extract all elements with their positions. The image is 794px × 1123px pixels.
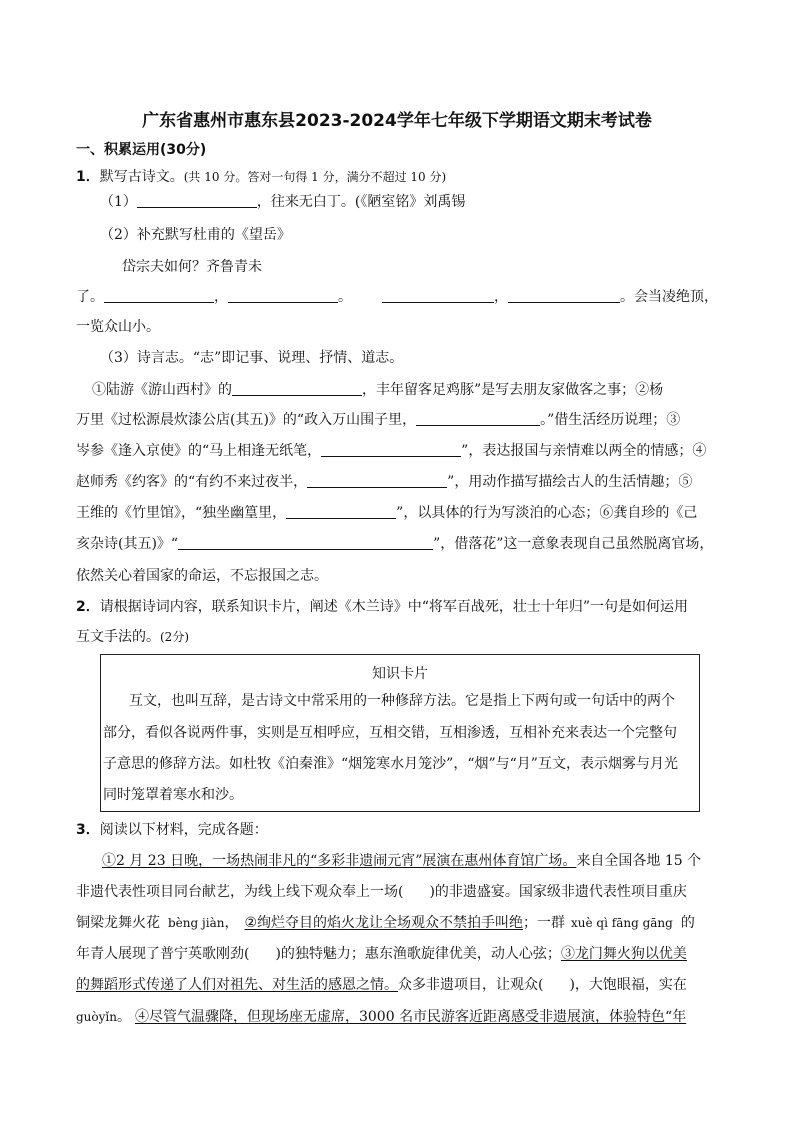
q3-line3	[76, 913, 695, 933]
text: 万里《过松源晨炊漆公店(其五)》的“政入万山围子里，	[76, 412, 417, 428]
text: 。会当凌绝顶，	[620, 289, 718, 305]
pinyin-prompt: bèng jiàn	[168, 916, 225, 930]
page-title: 广东省惠州市惠东县2023-2024学年七年级下学期语文期末考试卷	[142, 111, 652, 131]
text: 铜梁龙舞火花	[76, 915, 160, 931]
card-line: 子意思的修辞方法。如杜牧《泊秦淮》“烟笼寒水月笼沙”，“烟”与“月”互文，表示烟雾与月光	[103, 756, 678, 772]
text: )的独特魅力；惠东渔歌旋律优美，动人心弦；	[275, 946, 561, 962]
underlined-text: ②绚烂夺目的焰火龙让全场观众不禁拍手叫绝	[244, 915, 524, 931]
question-number: 1．	[76, 169, 100, 185]
q3-line6	[76, 1007, 686, 1027]
text: ，	[214, 289, 228, 305]
text: 赵师秀《约客》的“有约不来过夜半，	[76, 474, 308, 490]
text: ”，以具体的行为写淡泊的心态；⑥龚自珍的《己	[396, 505, 698, 521]
text: 亥杂诗(其五)》“	[76, 536, 179, 552]
question-number: 2．	[76, 599, 100, 615]
answer-blank[interactable]	[321, 442, 461, 457]
answer-blank[interactable]	[307, 473, 447, 488]
text: 。”借生活经历说理；③	[540, 412, 681, 428]
answer-blank[interactable]	[104, 288, 214, 303]
q1-part2-line2	[76, 287, 718, 307]
text: 岑参《逢入京使》的“马上相逢无纸笔，	[76, 443, 322, 459]
q1-part3-line3	[76, 441, 706, 461]
underlined-text: ④尽管气温骤降，但现场座无虚席，3000 名市民游客近距离感受非遗展演，体验特色“年	[134, 1009, 687, 1025]
text: 王维的《竹里馆》，“独坐幽篁里，	[76, 505, 287, 521]
question-2	[76, 597, 688, 617]
text: 。	[116, 1009, 131, 1025]
card-line: 同时笼罩着寒水和沙。	[103, 787, 243, 803]
text: ①陆游《游山西村》的	[92, 382, 232, 398]
question-text: 阅读以下材料，完成各题：	[99, 822, 268, 838]
section-heading: 一、积累运用(30分)	[76, 142, 207, 158]
q3-line4	[76, 944, 687, 964]
question-text: 互文手法的。	[76, 629, 160, 645]
underlined-text: 的舞蹈形式传递了人们对祖先、对生活的感恩之情。	[76, 977, 398, 993]
text: ，丰年留客足鸡豚”是写去朋友家做客之事；②杨	[362, 382, 664, 398]
q3-line1	[102, 851, 701, 871]
underlined-text: ③龙门舞火狗以优美	[560, 946, 687, 962]
text: ”，用动作描写描绘古人的生活情趣；⑤	[447, 474, 693, 490]
answer-blank[interactable]	[382, 288, 494, 303]
q3-line2	[76, 882, 687, 902]
q1-part3-line7: 依然关心着国家的命运，不忘报国之志。	[76, 568, 328, 584]
answer-blank[interactable]	[137, 193, 257, 208]
answer-blank[interactable]	[228, 288, 338, 303]
answer-blank[interactable]	[508, 288, 620, 303]
text: 。	[338, 289, 352, 305]
card-line: 部分，看似各说两件事，实则是互相呼应，互相交错，互相渗透，互相补充来表达一个完整句	[103, 725, 677, 741]
card-line: 互文，也叫互辞，是古诗文中常采用的一种修辞方法。它是指上下两句或一句话中的两个	[129, 693, 675, 709]
part-text: ，往来无白丁。(《陋室铭》刘禹锡	[256, 194, 466, 210]
question-1	[76, 167, 446, 187]
q1-part3-line4	[76, 472, 692, 492]
answer-blank[interactable]	[286, 504, 396, 519]
text: 了。	[76, 289, 104, 305]
knowledge-card	[100, 654, 700, 812]
answer-blank[interactable]	[232, 381, 362, 396]
q1-part2: （2）补充默写杜甫的《望岳》	[100, 227, 291, 243]
text: ，	[224, 915, 239, 931]
q1-part3: （3）诗言志。“志”即记事、说理、抒情、道志。	[100, 350, 404, 366]
text: ；一群	[523, 915, 566, 931]
answer-blank[interactable]	[416, 411, 540, 426]
text: ，	[494, 289, 508, 305]
question-text: 请根据诗词内容，联系知识卡片，阐述《木兰诗》中“将军百战死，壮士十年归”一句是如何运用	[99, 599, 689, 615]
text: 年青人展现了普宁英歌刚劲(	[76, 946, 250, 962]
q3-line5	[76, 975, 687, 995]
card-title: 知识卡片	[372, 666, 428, 682]
q1-part3-line5	[76, 503, 697, 523]
q1-part2-line1: 岱宗夫如何？齐鲁青未	[122, 259, 262, 275]
underlined-text: ①2 月 23 日晚，一场热闹非凡的“多彩非遗闹元宵”展演在惠州体育馆广场。	[102, 853, 577, 869]
pinyin-prompt: guòyǐn	[76, 1010, 117, 1024]
text: ”，表达报国与亲情难以两全的情感；④	[461, 443, 707, 459]
question-number: 3．	[76, 822, 100, 838]
pinyin-prompt: xuè qì fāng gāng	[571, 916, 673, 930]
text: )，大饱眼福，实在	[569, 977, 687, 993]
question-note: (共 10 分。答对一句得 1 分，满分不超过 10 分)	[183, 170, 447, 184]
score-note: (2分)	[160, 630, 189, 644]
q1-part3-line2	[76, 410, 680, 430]
text: 来自全国各地 15 个	[576, 853, 702, 869]
text: )的非遗盛宴。国家级非遗代表性项目重庆	[429, 884, 687, 900]
q1-part2-line3: 一览众山小。	[76, 319, 160, 335]
q1-part3-line6	[76, 534, 713, 554]
text: 的	[680, 915, 695, 931]
part-label: （1）	[100, 194, 137, 210]
text: 众多非遗项目，让观众(	[398, 977, 544, 993]
question-2-line2	[76, 627, 189, 647]
question-text: 默写古诗文。	[99, 169, 184, 185]
q1-part1	[100, 192, 465, 212]
text: 非遗代表性项目同台献艺，为线上线下观众奉上一场(	[76, 884, 404, 900]
question-3	[76, 820, 268, 840]
text: ”，借落花”这一意象表现自己虽然脱离官场，	[433, 536, 714, 552]
q1-part3-line1	[92, 380, 663, 400]
answer-blank[interactable]	[178, 535, 433, 550]
